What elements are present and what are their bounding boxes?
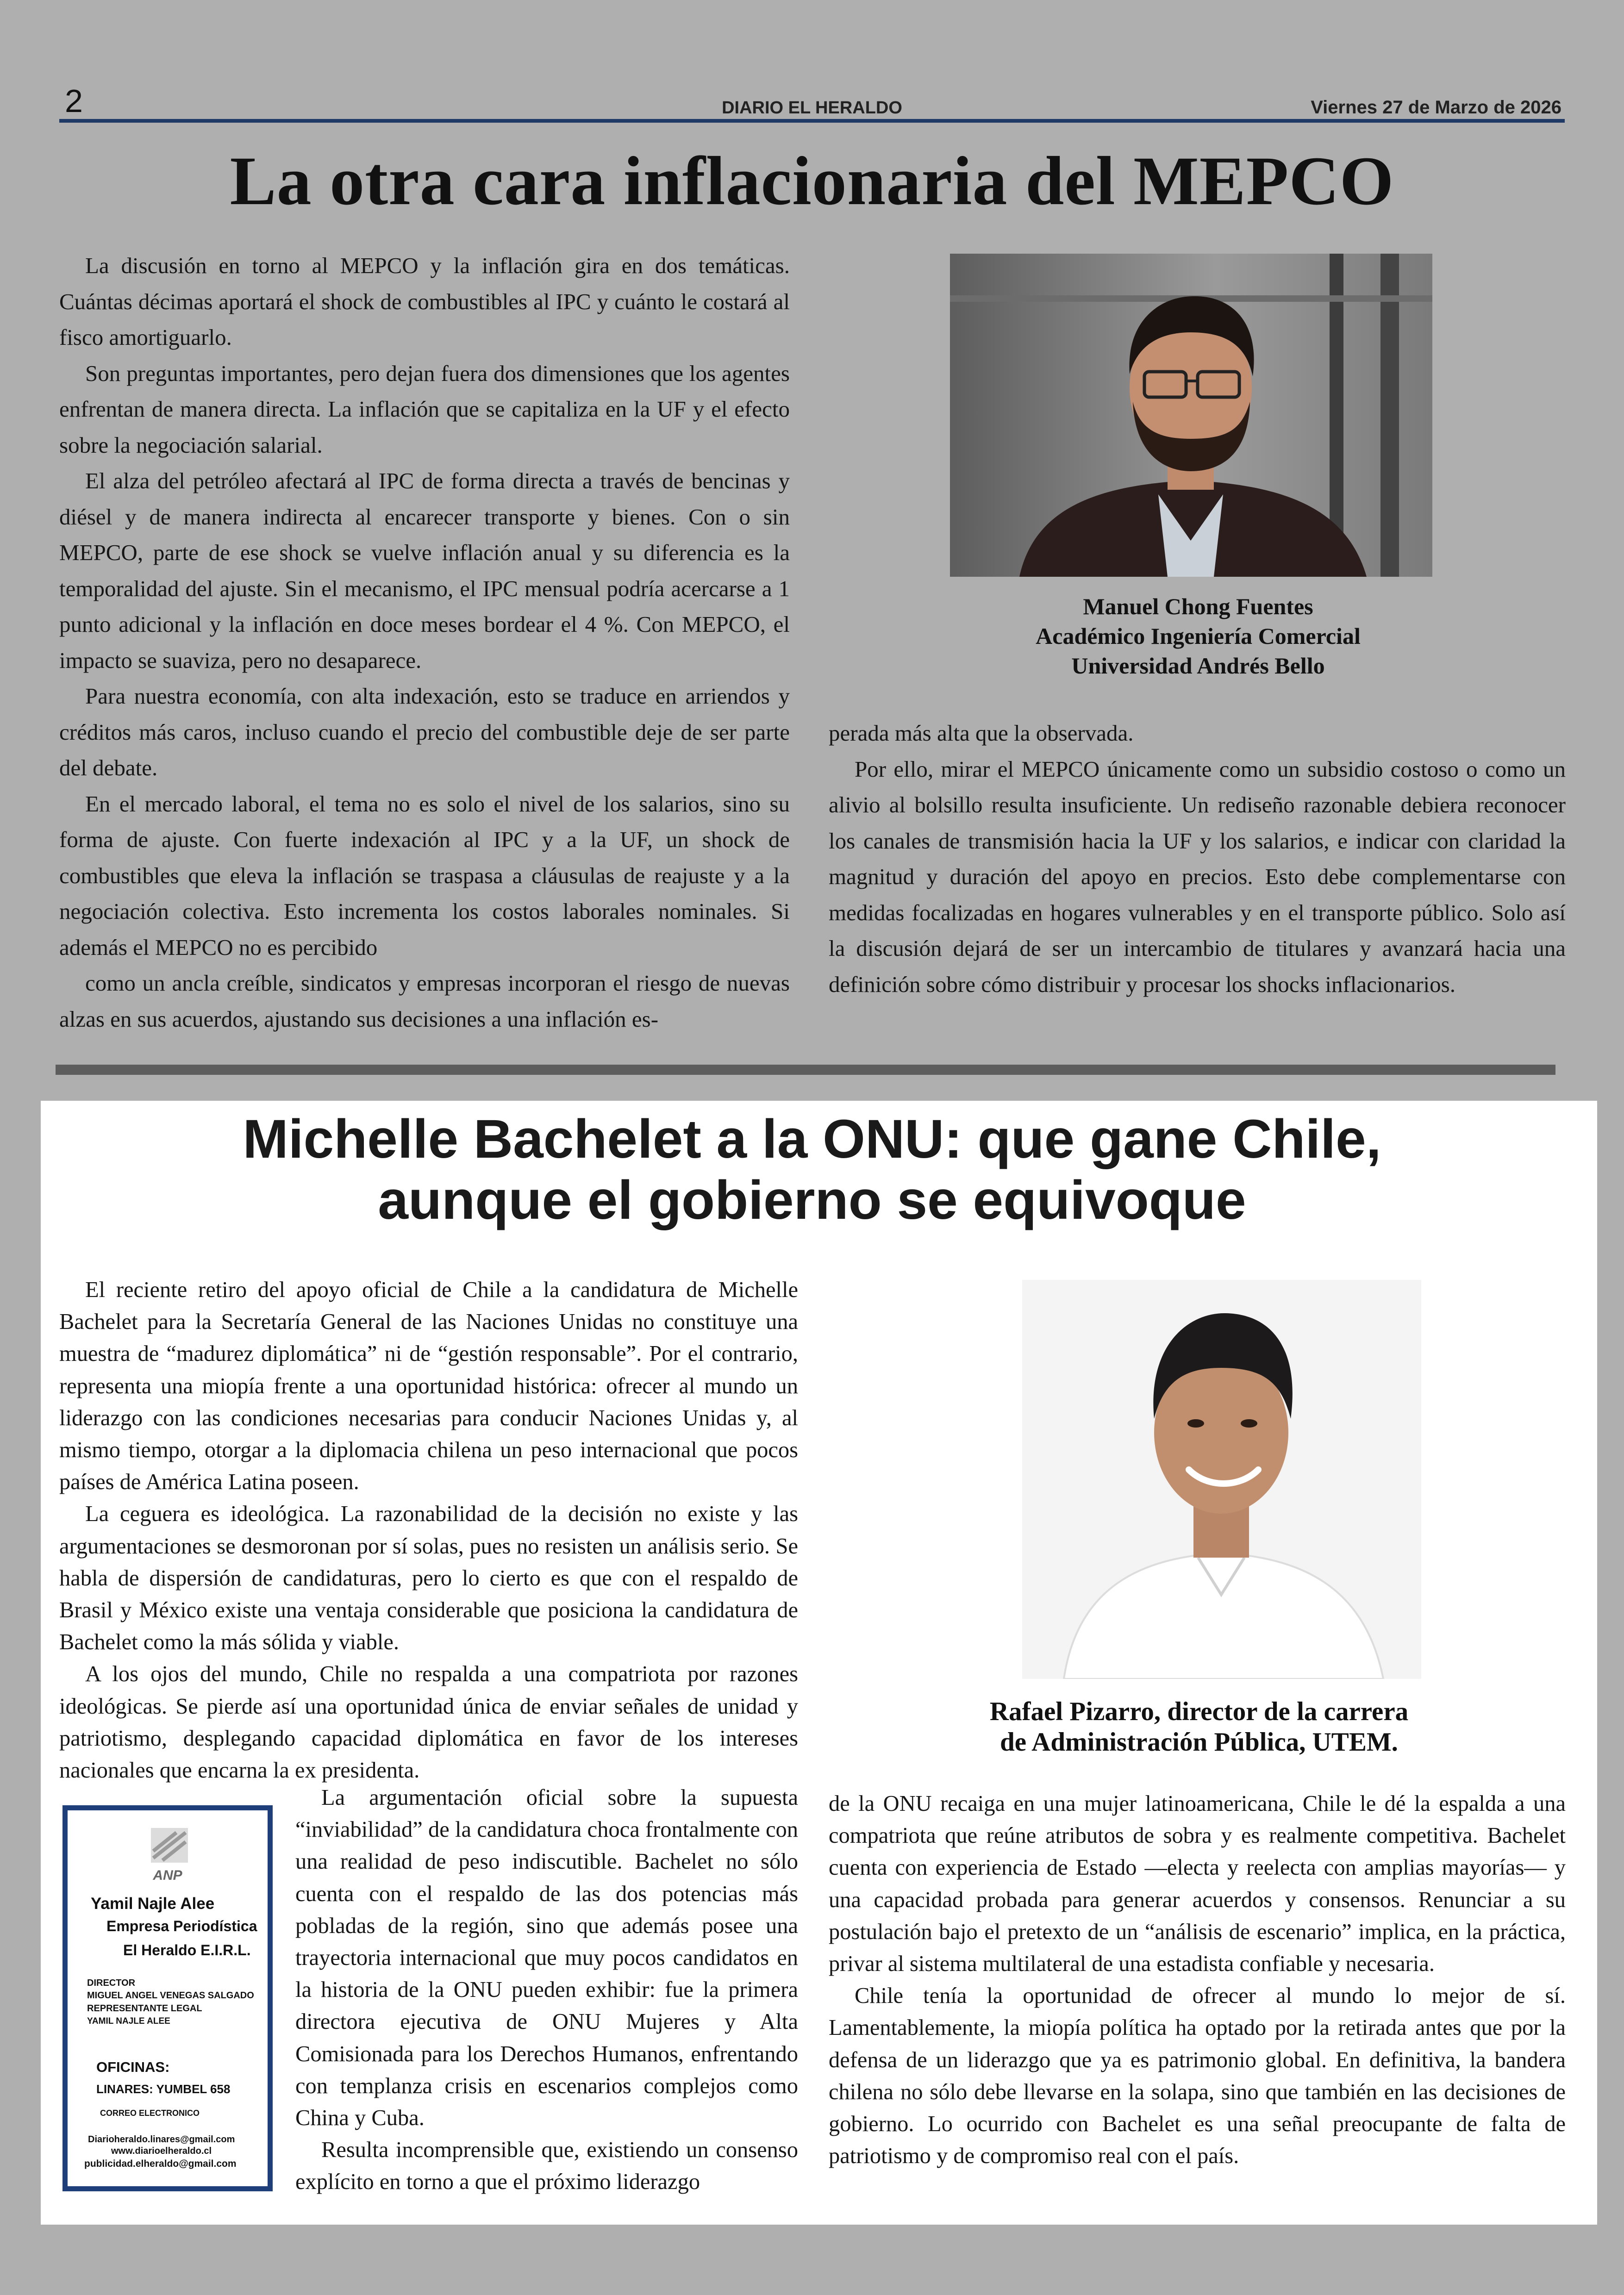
author-caption	[906, 592, 1490, 680]
newspaper-name: DIARIO EL HERALDO	[722, 98, 902, 118]
author-caption	[847, 1696, 1551, 1758]
author-name: Manuel Chong Fuentes	[1083, 593, 1313, 619]
masthead-owner: Yamil Najle Alee	[91, 1895, 215, 1913]
author-photo-rafael-pizarro	[1022, 1280, 1421, 1679]
masthead-company: Empresa Periodística	[106, 1918, 257, 1934]
portrait-illustration	[1022, 1280, 1421, 1679]
offices-label: OFICINAS:	[96, 2059, 170, 2075]
paragraph: Resulta incomprensible que, existiendo un consenso explícito en torno a que el próximo liderazgo	[295, 2138, 798, 2195]
paragraph: La discusión en torno al MEPCO y la inflación gira en dos temáticas. Cuántas décimas aportará el shock de combustibles al IPC y cuánto le costará al fisco amortiguarlo.	[59, 253, 790, 350]
email-address: publicidad.elheraldo@gmail.com	[84, 2158, 237, 2169]
section-divider	[56, 1065, 1555, 1075]
portrait-illustration	[950, 254, 1432, 577]
author-caption-line: de Administración Pública, UTEM.	[1000, 1727, 1398, 1757]
article2-title-line: aunque el gobierno se equivoque	[378, 1170, 1246, 1231]
masthead-brand: El Heraldo E.I.R.L.	[123, 1942, 251, 1958]
email-address: Diarioheraldo.linares@gmail.com	[88, 2134, 235, 2145]
paragraph: perada más alta que la observada.	[829, 720, 1134, 746]
paragraph: Para nuestra economía, con alta indexación, esto se traduce en arriendos y créditos más caros, incluso cuando el precio del combustible deje de ser parte del debate.	[59, 683, 790, 780]
paragraph: A los ojos del mundo, Chile no respalda a una compatriota por razones ideológicas. Se pierde así una oportunidad única de enviar señales de unidad y patriotismo, desplegando capacidad diplomática en favor de los intereses nacionales que encarna la ex presidenta.	[59, 1662, 798, 1783]
legal-rep-label: REPRESENTANTE LEGAL	[87, 2003, 202, 2014]
director-name: MIGUEL ANGEL VENEGAS SALGADO	[87, 1990, 254, 2001]
paragraph: El reciente retiro del apoyo oficial de Chile a la candidatura de Michelle Bachelet para la Secretaría General de las Naciones Unidas no constituye una muestra de “madurez diplomática” ni de “gestión responsable”. Por el contrario, representa una miopía frente a una oportunidad histórica: ofrecer al mundo un liderazgo con las condiciones necesarias para conducir Naciones Unidas y, al mismo tiempo, otorgar a la diplomacia chilena un peso internacional que pocos países de América Latina poseen.	[59, 1278, 798, 1495]
issue-date: Viernes 27 de Marzo de 2026	[1311, 97, 1562, 118]
header-rule	[59, 119, 1565, 123]
article1-left-column	[59, 248, 790, 1037]
article2-title	[0, 1109, 1624, 1231]
author-institution: Universidad Andrés Bello	[1071, 653, 1325, 679]
paragraph: En el mercado laboral, el tema no es solo el nivel de los salarios, sino su forma de ajuste. Con fuerte indexación al IPC y a la UF, un shock de combustibles que eleva la inflación se traspasa a cláusulas de reajuste y a la negociación colectiva. Esto incrementa los costos laborales nominales. Si además el MEPCO no es percibido	[59, 791, 790, 960]
offices-address: LINARES: YUMBEL 658	[96, 2082, 231, 2096]
page-number: 2	[65, 83, 83, 119]
article2-middle-column	[295, 1782, 798, 2198]
article1-right-column	[829, 715, 1566, 1002]
author-role: Académico Ingeniería Comercial	[1036, 623, 1361, 649]
director-label: DIRECTOR	[87, 1978, 136, 1988]
anp-logo-text: ANP	[153, 1868, 182, 1883]
masthead-box	[62, 1805, 273, 2191]
author-caption-line: Rafael Pizarro, director de la carrera	[989, 1697, 1409, 1726]
paragraph: como un ancla creíble, sindicatos y empresas incorporan el riesgo de nuevas alzas en sus acuerdos, ajustando sus decisiones a una inflación es-	[59, 970, 790, 1032]
article2-top-column	[59, 1274, 798, 1786]
paragraph: El alza del petróleo afectará al IPC de forma directa a través de bencinas y diésel y de manera indirecta al encarecer transporte y bienes. Con o sin MEPCO, parte de ese shock se vuelve inflación anual y su diferencia es la temporalidad del ajuste. Sin el mecanismo, el IPC mensual podría acercarse a 1 punto adicional y la inflación en doce meses bordear el 4 %. Con MEPCO, el impacto se suaviza, pero no desaparece.	[59, 468, 790, 673]
website: www.diarioelheraldo.cl	[111, 2146, 212, 2156]
author-photo-manuel-chong	[950, 254, 1432, 577]
paragraph: de la ONU recaiga en una mujer latinoamericana, Chile le dé la espalda a una compatriota que reúne atributos de sobra y es realmente competitiva. Bachelet cuenta con experiencia de Estado —electa y reelecta con amplias mayorías— y una capacidad probada para generar acuerdos y consensos. Renunciar a su postulación bajo el pretexto de un “análisis de escenario” implica, en la práctica, privar al sistema multilateral de una estadista confiable y necesaria.	[829, 1791, 1566, 1977]
paragraph: La argumentación oficial sobre la supuesta “inviabilidad” de la candidatura choca frontalmente con una realidad de peso indiscutible. Bachelet no sólo cuenta con el respaldo de las dos potencias más pobladas de la región, sino que además posee una trayectoria internacional que muy pocos candidatos en la historia de la ONU pueden exhibir: fue la primera directora ejecutiva de ONU Mujeres y Alta Comisionada para los Derechos Humanos, enfrentando con templanza crisis en escenarios complejos como China y Cuba.	[295, 1785, 798, 2131]
paragraph: Por ello, mirar el MEPCO únicamente como un subsidio costoso o como un alivio al bolsillo resulta insuficiente. Un rediseño razonable debiera reconocer los canales de transmisión hacia la UF y los salarios, e indicar con claridad la magnitud y duración del apoyo en precios. Esto debe complementarse con medidas focalizadas en hogares vulnerables y en el transporte público. Solo así la discusión dejará de ser un intercambio de titulares y avanzará hacia una definición sobre cómo distribuir y procesar los shocks inflacionarios.	[829, 756, 1566, 997]
article2-right-column	[829, 1788, 1566, 2172]
legal-rep-name: YAMIL NAJLE ALEE	[87, 2016, 170, 2026]
email-label: CORREO ELECTRONICO	[100, 2108, 200, 2118]
article2-title-line: Michelle Bachelet a la ONU: que gane Chile,	[243, 1109, 1381, 1170]
paragraph: La ceguera es ideológica. La razonabilidad de la decisión no existe y las argumentaciones se desmoronan por sí solas, pues no resisten un análisis serio. Se habla de dispersión de candidaturas, pero lo cierto es que con el respaldo de Brasil y México existe una ventaja considerable que posiciona la candidatura de Bachelet como la más sólida y viable.	[59, 1502, 798, 1655]
paragraph: Son preguntas importantes, pero dejan fuera dos dimensiones que los agentes enfrentan de manera directa. La inflación que se capitaliza en la UF y el efecto sobre la negociación salarial.	[59, 360, 790, 458]
paragraph: Chile tenía la oportunidad de ofrecer al mundo lo mejor de sí. Lamentablemente, la miopía política ha optado por la retirada antes que por la defensa de un liderazgo que ya es patrimonio global. En definitiva, la bandera chilena no sólo debe llevarse en la solapa, sino que también en las decisiones de gobierno. Lo ocurrido con Bachelet es una señal preocupante de falta de patriotismo y de compromiso real con el país.	[829, 1983, 1566, 2169]
article1-title: La otra cara inflacionaria del MEPCO	[230, 143, 1394, 219]
